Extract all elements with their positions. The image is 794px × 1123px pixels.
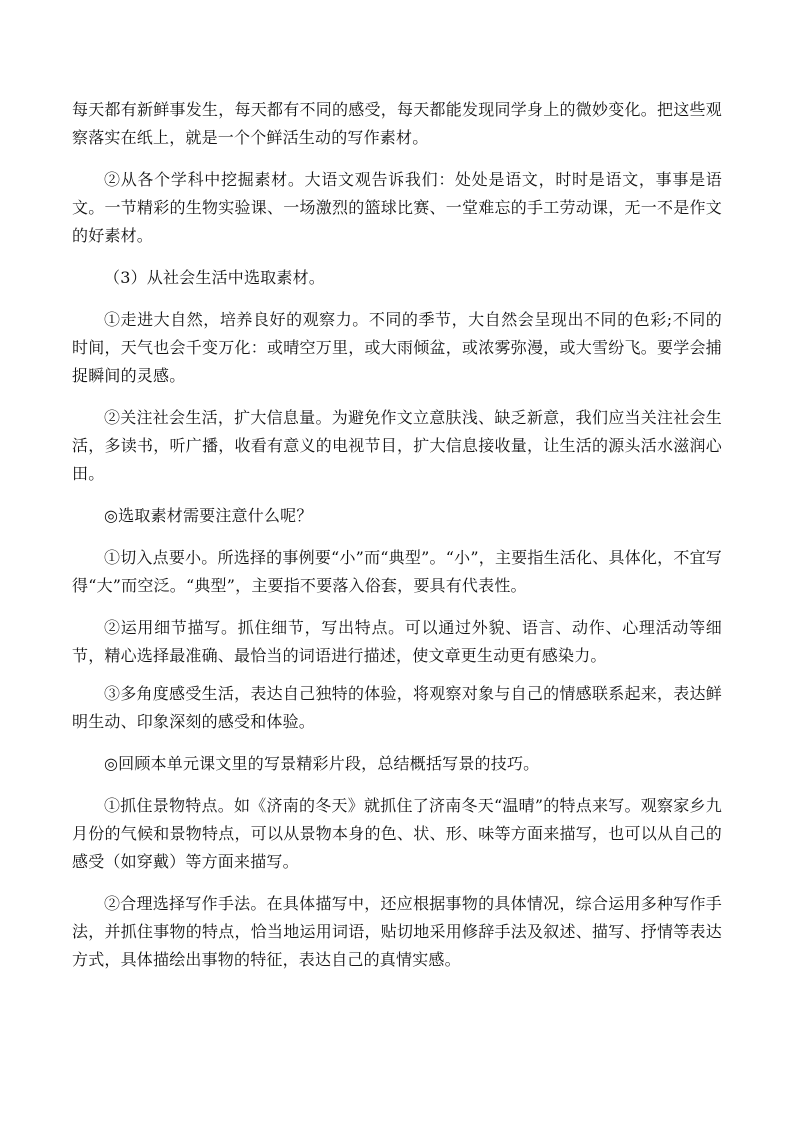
paragraph-social-attention: ②关注社会生活，扩大信息量。为避免作文立意肤浅、缺乏新意，我们应当关注社会生活，多读书，听广播，收看有意义的电视节目，扩大信息接收量，让生活的源头活水滋润心田。: [72, 408, 722, 483]
paragraph-selection-question: ◎选取素材需要注意什么呢？: [104, 506, 313, 525]
paragraph-detail-description: ②运用细节描写。抓住细节，写出特点。可以通过外貌、语言、动作、心理活动等细节，精心选择最准确、最恰当的词语进行描述，使文章更生动更有感染力。: [72, 618, 722, 665]
paragraph-writing-methods: ②合理选择写作手法。在具体描写中，还应根据事物的具体情况，综合运用多种写作手法，并抓住事物的特点，恰当地运用词语，贴切地采用修辞手法及叙述、描写、抒情等表达方式，具体描绘出事物的特征，表达自己的真情实感。: [72, 894, 722, 969]
paragraph-subjects-materials: ②从各个学科中挖掘素材。大语文观告诉我们：处处是语文，时时是语文，事事是语文。一节精彩的生物实验课、一场激烈的篮球比赛、一堂难忘的手工劳动课，无一不是作文的好素材。: [72, 170, 722, 245]
document-body: [72, 96, 722, 988]
paragraph-small-entry-point: ①切入点要小。所选择的事例要“小”而“典型”。“小”，主要指生活化、具体化，不宜写得“大”而空泛。“典型”，主要指不要落入俗套，要具有代表性。: [72, 548, 722, 595]
paragraph-social-life-heading: （3）从社会生活中选取素材。: [104, 268, 325, 287]
paragraph-multi-angle: ③多角度感受生活，表达自己独特的体验，将观察对象与自己的情感联系起来，表达鲜明生动、印象深刻的感受和体验。: [72, 684, 722, 731]
paragraph-scenery-features: ①抓住景物特点。如《济南的冬天》就抓住了济南冬天“温晴”的特点来写。观察家乡九月份的气候和景物特点，可以从景物本身的色、状、形、味等方面来描写，也可以从自己的感受（如穿戴）等方面来描写。: [72, 796, 722, 871]
paragraph-observation-intro: 每天都有新鲜事发生，每天都有不同的感受，每天都能发现同学身上的微妙变化。把这些观察落实在纸上，就是一个个鲜活生动的写作素材。: [72, 100, 722, 147]
paragraph-review-scenery: ◎回顾本单元课文里的写景精彩片段，总结概括写景的技巧。: [104, 754, 540, 773]
paragraph-nature-observation: ①走进大自然，培养良好的观察力。不同的季节，大自然会呈现出不同的色彩;不同的时间，天气也会千变万化：或晴空万里，或大雨倾盆，或浓雾弥漫，或大雪纷飞。要学会捕捉瞬间的灵感。: [72, 310, 722, 385]
